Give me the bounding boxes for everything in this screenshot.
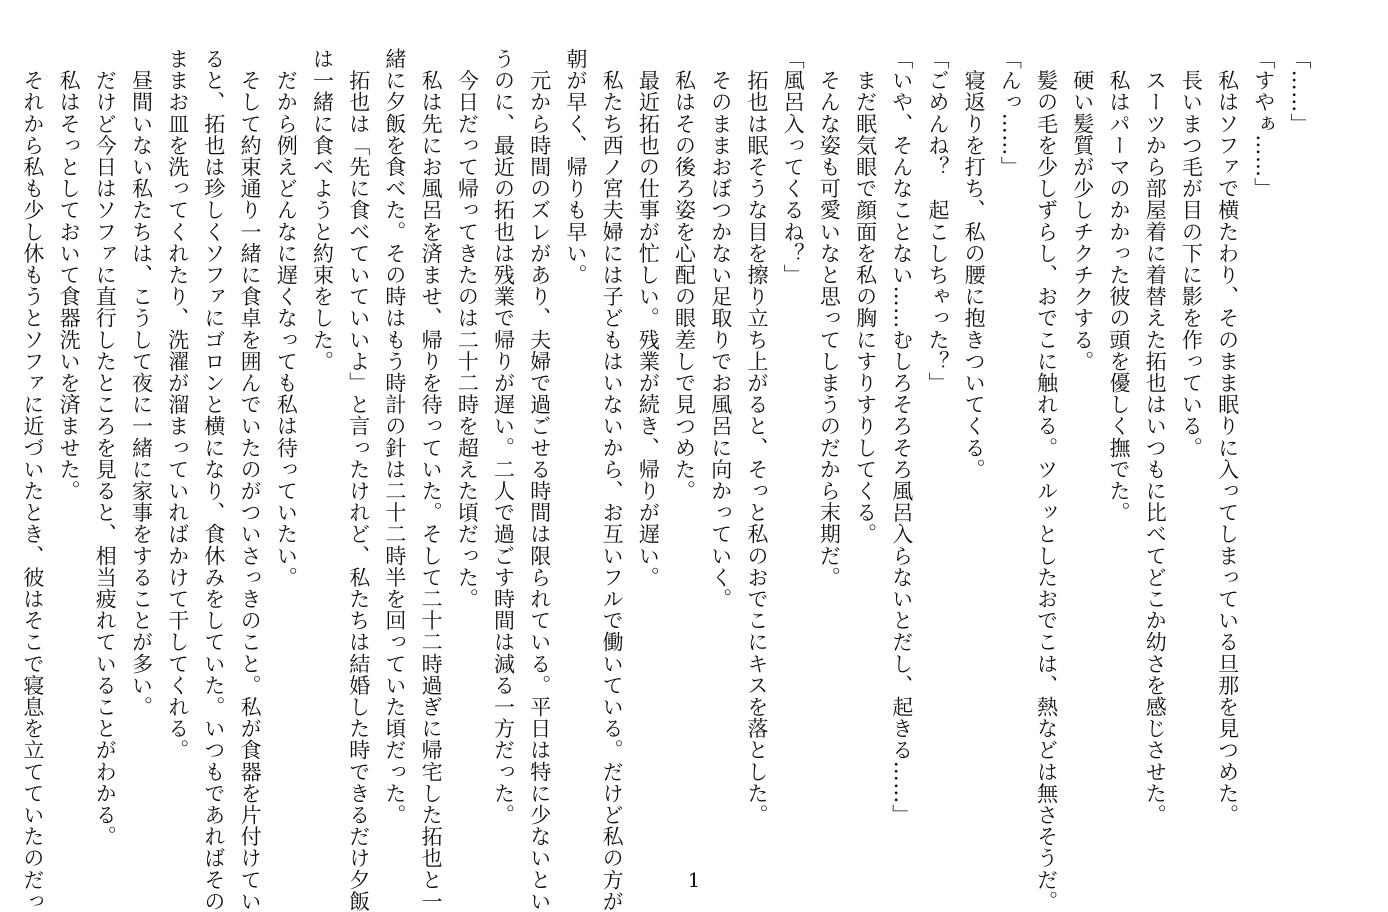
text-line: 私はそっとしておいて食器洗いを済ませた。 bbox=[57, 48, 82, 502]
text-line: 緒に夕飯を食べた。その時はもう時計の針は二十二時半を回っていた頃だった。 bbox=[382, 48, 407, 826]
vertical-text-body bbox=[15, 48, 1318, 912]
text-line: 私はその後ろ姿を心配の眼差しで見つめた。 bbox=[672, 48, 697, 502]
text-line: うのに、最近の拓也は残業で帰りが遅い。二人で過ごす時間は減る一方だった。 bbox=[491, 48, 516, 826]
text-line: ままお皿を洗ってくれたり、洗濯が溜まっていればかけて干してくれる。 bbox=[165, 48, 190, 761]
text-line: ると、拓也は珍しくソファにゴロンと横になり、食休みをしていた。いつもであればその bbox=[201, 48, 226, 912]
text-line: まだ眠気眼で顔面を私の胸にすりすりしてくる。 bbox=[853, 48, 878, 545]
text-line: だから例えどんなに遅くなっても私は待っていたい。 bbox=[274, 48, 299, 588]
text-line: 長いまつ毛が目の下に影を作っている。 bbox=[1179, 48, 1204, 459]
text-line: 「んっ……」 bbox=[998, 48, 1023, 178]
text-line: そのままおぼつかない足取りでお風呂に向かっていく。 bbox=[708, 48, 733, 610]
text-line: 「……」 bbox=[1288, 48, 1312, 135]
text-line: 拓也は眠そうな目を擦り立ち上がると、そっと私のおでこにキスを落とした。 bbox=[744, 48, 769, 826]
text-line: 朝が早く、帰りも早い。 bbox=[563, 48, 588, 286]
text-line: そんな姿も可愛いなと思ってしまうのだから末期だ。 bbox=[817, 48, 842, 588]
text-line: そして約束通り一緒に食卓を囲んでいたのがついさっきのこと。私が食器を片付けてい bbox=[238, 48, 263, 912]
text-line: 「いや、そんなことない……むしろそろそろ風呂入らないとだし、起きる……」 bbox=[889, 48, 914, 826]
text-line: 昼間いない私たちは、こうして夜に一緒に家事をすることが多い。 bbox=[129, 48, 154, 718]
text-line: 「ごめんね？ 起こしちゃった？」 bbox=[925, 48, 950, 394]
text-line: スーツから部屋着に着替えた拓也はいつもに比べてどこか幼さを感じさせた。 bbox=[1143, 48, 1168, 826]
text-line: 元から時間のズレがあり、夫婦で過ごせる時間は限られている。平日は特に少ないとい bbox=[527, 48, 552, 912]
text-line: 私たち西ノ宮夫婦には子どもはいないから、お互いフルで働いている。だけど私の方が bbox=[600, 48, 625, 912]
text-line: 今日だって帰ってきたのは二十二時を超えた頃だった。 bbox=[455, 48, 480, 610]
text-line: 私はパーマのかかった彼の頭を優しく撫でた。 bbox=[1106, 48, 1131, 524]
text-line: 私は先にお風呂を済ませ、帰りを待っていた。そして二十二時過ぎに帰宅した拓也と一 bbox=[419, 48, 444, 912]
text-line: だけど今日はソファに直行したところを見ると、相当疲れていることがわかる。 bbox=[93, 48, 118, 848]
text-line: 髪の毛を少しずらし、おでこに触れる。ツルッとしたおでこは、熱などは無さそうだ。 bbox=[1034, 48, 1059, 912]
text-line: 「すやぁ……」 bbox=[1251, 48, 1276, 200]
text-line: 私はソファで横たわり、そのまま眠りに入ってしまっている旦那を見つめた。 bbox=[1215, 48, 1240, 826]
page-number: 1 bbox=[687, 868, 701, 892]
text-line: 拓也は「先に食べていていいよ」と言ったけれど、私たちは結婚した時できるだけ夕飯 bbox=[346, 48, 371, 912]
text-line: 最近拓也の仕事が忙しい。残業が続き、帰りが遅い。 bbox=[636, 48, 661, 588]
text-line: 寝返りを打ち、私の腰に抱きついてくる。 bbox=[962, 48, 987, 480]
text-line: は一緒に食べようと約束をした。 bbox=[310, 48, 335, 372]
text-line: 硬い髪質が少しチクチクする。 bbox=[1070, 48, 1095, 372]
text-line: 「風呂入ってくるね？」 bbox=[781, 48, 806, 286]
text-line: それから私も少し休もうとソファに近づいたとき、彼はそこで寝息を立てていたのだっ bbox=[20, 48, 45, 912]
